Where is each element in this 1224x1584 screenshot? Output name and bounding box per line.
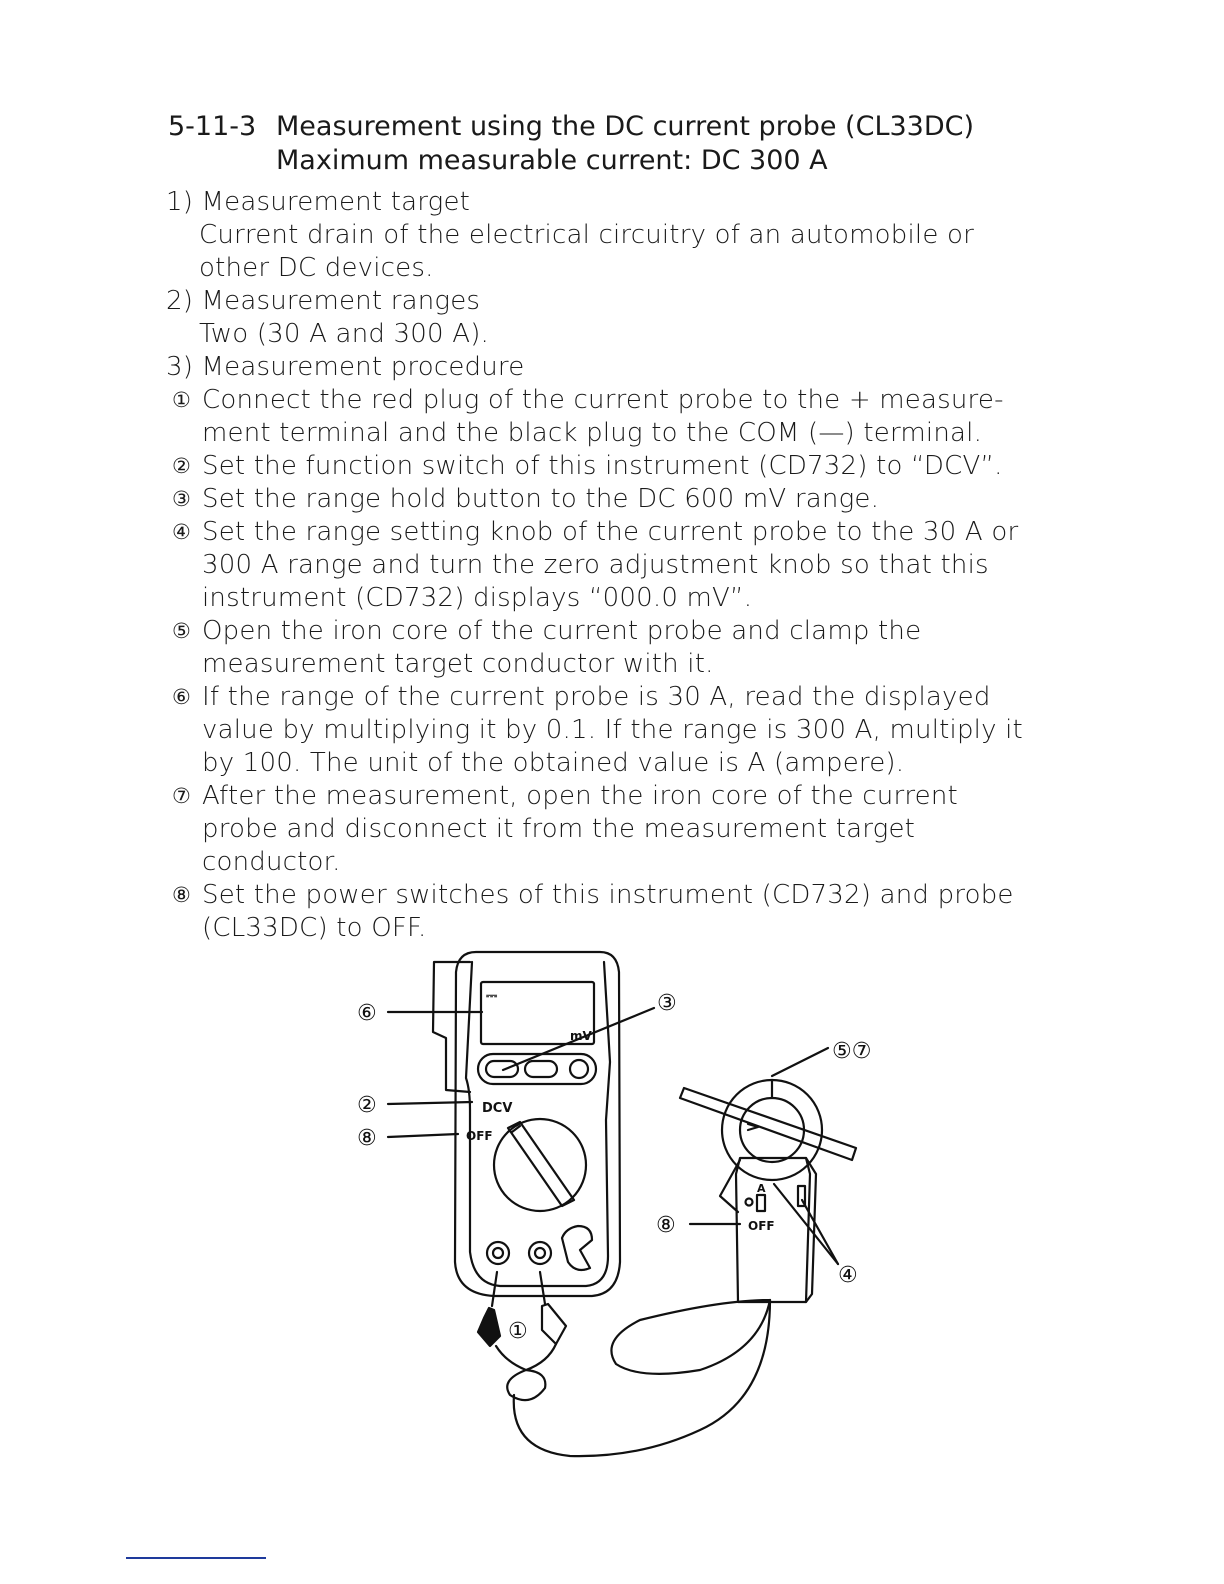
meter-holster [433,962,470,1092]
step-text: Open the iron core of the current probe and clamp the measurement target conductor with it. [202,616,922,679]
meter-off-label: OFF [466,1129,493,1143]
button-panel [478,1054,596,1084]
range-hold-button [486,1061,518,1077]
ranges-text: Two (30 A and 300 A). [199,319,490,349]
step-marker: ③ [172,487,192,511]
target-text-line-2: other DC devices. [199,253,434,283]
meter-body [455,952,620,1296]
rotary-pointer [508,1122,574,1206]
cable-coil [611,1300,770,1374]
black-lead [492,1272,497,1306]
com-terminal [487,1242,509,1264]
meter-inner-edge [466,962,610,1286]
ranges-label: 2) Measurement ranges [166,286,481,316]
target-text-line-1: Current drain of the electrical circuitry of an automobile or [199,220,974,250]
black-plug [478,1308,500,1346]
step-text: If the range of the current probe is 30 A, read the displayed value by multiplying it by 0.1. If the range is 300 A, multiply it by 100. The unit of the obtained value is A (ampere). [202,682,1023,778]
step-marker: ④ [172,520,192,544]
step-marker: ⑤ [172,619,192,643]
procedure-label: 3) Measurement procedure [166,352,525,382]
callout-function-switch: ② [357,1093,377,1118]
step-text: Connect the red plug of the current probe to the + measure- ment terminal and the black plug to the COM (—) terminal. [202,385,1004,448]
step-text: Set the function switch of this instrument (CD732) to “DCV”. [202,451,1003,481]
section-number: 5-11-3 [168,111,257,142]
step-marker: ① [172,388,192,412]
step-text: Set the range hold button to the DC 600 mV range. [202,484,880,514]
terminal-cover [562,1226,592,1270]
probe-a-label: A [757,1182,766,1195]
callout-range-button: ③ [657,991,677,1016]
step-marker: ⑥ [172,685,192,709]
callout-plugs: ① [508,1319,528,1344]
plus-terminal [529,1242,551,1264]
function-button [525,1061,557,1077]
step-marker: ⑦ [172,784,192,808]
step-text: Set the range setting knob of the current probe to the 30 A or 300 A range and turn the zero adjustment knob so that this instrument (CD732) displays “000.0 mV”. [202,517,1019,613]
callout-probe-off: ⑧ [656,1213,676,1238]
section-subtitle: Maximum measurable current: DC 300 A [276,145,828,176]
light-button [570,1060,588,1078]
section-title: Measurement using the DC current probe (CL33DC) [276,111,975,142]
step-marker: ② [172,454,192,478]
callout-knobs: ④ [838,1263,858,1288]
probe-off-label: OFF [748,1219,775,1233]
dcv-label: DCV [482,1101,513,1116]
step-marker: ⑧ [172,883,192,907]
display-dc-symbol: ⎓ [486,988,498,1004]
red-lead [540,1272,545,1304]
footer-rule [126,1557,266,1559]
display-mv-label: mV [570,1029,592,1043]
probe-power-switch [757,1195,765,1211]
step-text: Set the power switches of this instrument (CD732) and probe (CL33DC) to OFF. [202,880,1014,943]
callout-core: ⑤⑦ [832,1039,872,1064]
step-text: After the measurement, open the iron core of the current probe and disconnect it from the measurement target conductor. [202,781,958,877]
red-plug [542,1304,566,1344]
callout-display: ⑥ [357,1001,377,1026]
target-label: 1) Measurement target [166,187,471,217]
callout-meter-off: ⑧ [357,1126,377,1151]
